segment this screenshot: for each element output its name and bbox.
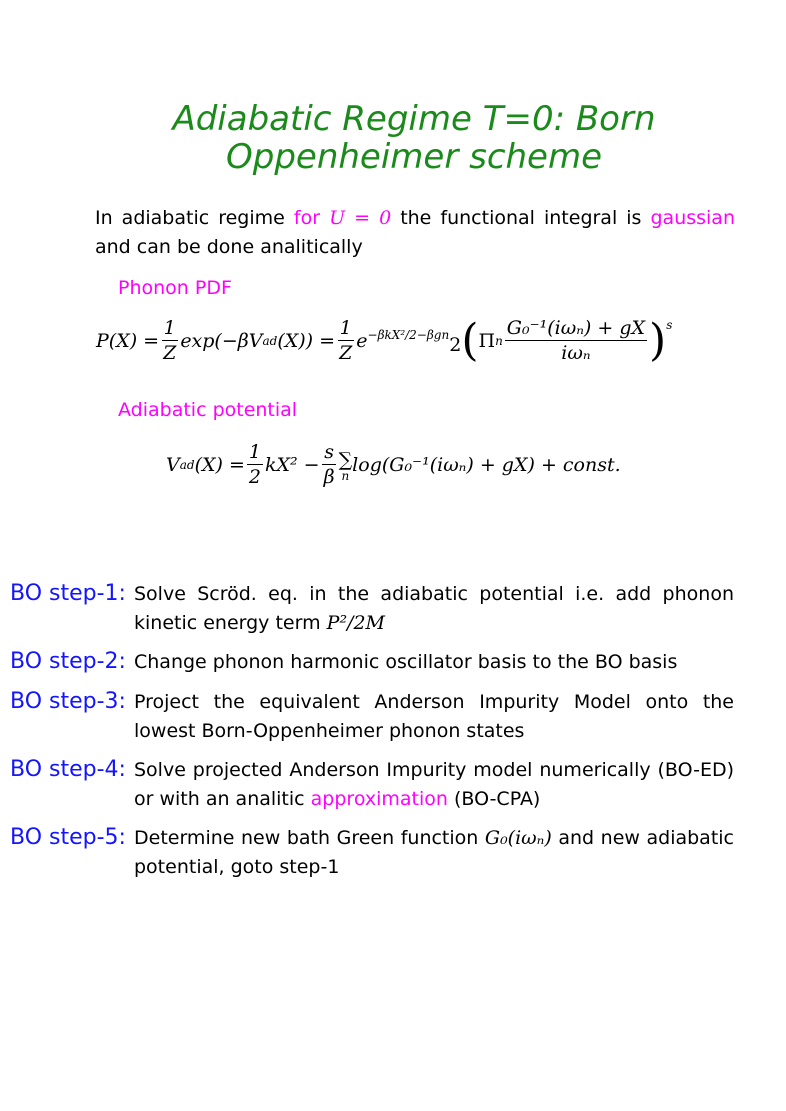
pdf-left-paren: ( [461,314,479,366]
intro-text-post: and can be done analitically [95,236,363,258]
adiabatic-potential-heading: Adiabatic potential [118,399,298,421]
pdf-frac-3-den: iωₙ [561,342,591,364]
bo-step-4-after: (BO-CPA) [447,788,541,810]
bo-step-1-label: BO step-1: [10,581,126,606]
vad-lhs-rest: (X) = [194,453,245,476]
pdf-pi-sub: n [495,333,503,348]
vad-frac-2-num: s [324,441,334,463]
pdf-e-sub: 2 [449,333,462,356]
bo-step-5-text [134,822,734,882]
vad-frac-2 [322,440,337,489]
pdf-frac-2 [337,316,354,365]
vad-sub: ad [179,457,195,472]
pdf-lhs: P(X) = [96,329,160,352]
pdf-e: e [356,329,368,352]
bo-step-2 [10,646,734,678]
bo-step-3 [10,686,734,746]
pdf-frac-3-num: G₀⁻¹(iωₙ) + gX [506,317,646,339]
phonon-pdf-heading: Phonon PDF [118,277,232,299]
vad-sum-symbol: ∑ [338,448,353,471]
bo-step-2-text: Change phonon harmonic oscillator basis to the BO basis [134,651,678,673]
pdf-e-sup: −βkX²/2−βgn [367,327,450,342]
intro-text-pre: In adiabatic regime [95,207,294,229]
bo-step-5-math: G₀(iωₙ) [484,827,552,849]
intro-u-eq: U = 0 [329,207,392,229]
title-line-1: Adiabatic Regime T=0: Born [172,99,656,139]
pdf-frac-2-den: Z [339,342,353,364]
bo-step-1-math: P²/2M [326,612,386,634]
pdf-frac-1 [161,316,178,365]
bo-step-5-text-main: Determine new bath Green function [134,827,485,849]
pdf-outer-sup: s [666,317,673,332]
bo-step-1-text [134,578,734,638]
vad-sum [339,449,353,481]
pdf-frac-3 [505,316,647,365]
bo-step-1 [10,578,734,638]
bo-step-4-label: BO step-4: [10,757,126,782]
adiabatic-potential-equation [166,440,621,489]
pdf-pi: Π [478,329,496,352]
bo-step-2-label: BO step-2: [10,649,126,674]
bo-step-4-highlight: approximation [310,788,448,810]
slide-title [0,100,786,176]
vad-rest: log(G₀⁻¹(iωₙ) + gX) + const. [352,453,621,476]
bo-steps-list [10,578,734,890]
pdf-frac-1-num: 1 [163,317,176,339]
pdf-exp: exp(−βV [180,329,263,352]
vad-frac-2-den: β [323,466,335,488]
bo-step-5-after: and new adiabatic potential, goto step-1 [134,827,734,878]
phonon-pdf-equation [96,316,672,365]
vad-frac-1-num: 1 [248,441,261,463]
bo-step-3-label: BO step-3: [10,689,126,714]
intro-paragraph [95,204,735,262]
bo-step-3-text: Project the equivalent Anderson Impurity Model onto the lowest Born-Oppenheimer phonon states [134,691,734,742]
intro-gaussian: gaussian [650,207,735,229]
vad-frac-1-den: 2 [248,466,261,488]
intro-for: for [293,207,330,229]
bo-step-5 [10,822,734,882]
pdf-frac-2-num: 1 [339,317,352,339]
bo-step-1-text-main: Solve Scröd. eq. in the adiabatic potential i.e. add phonon kinetic energy term [134,583,734,634]
pdf-exp-close: (X)) = [277,329,336,352]
bo-step-4 [10,754,734,814]
vad-sum-sub: n [341,468,350,483]
bo-step-4-text [134,754,734,814]
intro-text-mid: the functional integral is [391,207,651,229]
pdf-ad-sub: ad [262,333,278,348]
vad-lhs: V [166,453,180,476]
vad-kx: kX² − [264,453,320,476]
pdf-frac-1-den: Z [163,342,177,364]
vad-frac-1 [247,440,263,489]
bo-step-5-label: BO step-5: [10,825,126,850]
bo-step-4-text-main: Solve projected Anderson Impurity model numerically (BO-ED) or with an analitic [134,759,734,810]
pdf-right-paren: ) [649,314,667,366]
title-line-2: Oppenheimer scheme [225,137,603,177]
